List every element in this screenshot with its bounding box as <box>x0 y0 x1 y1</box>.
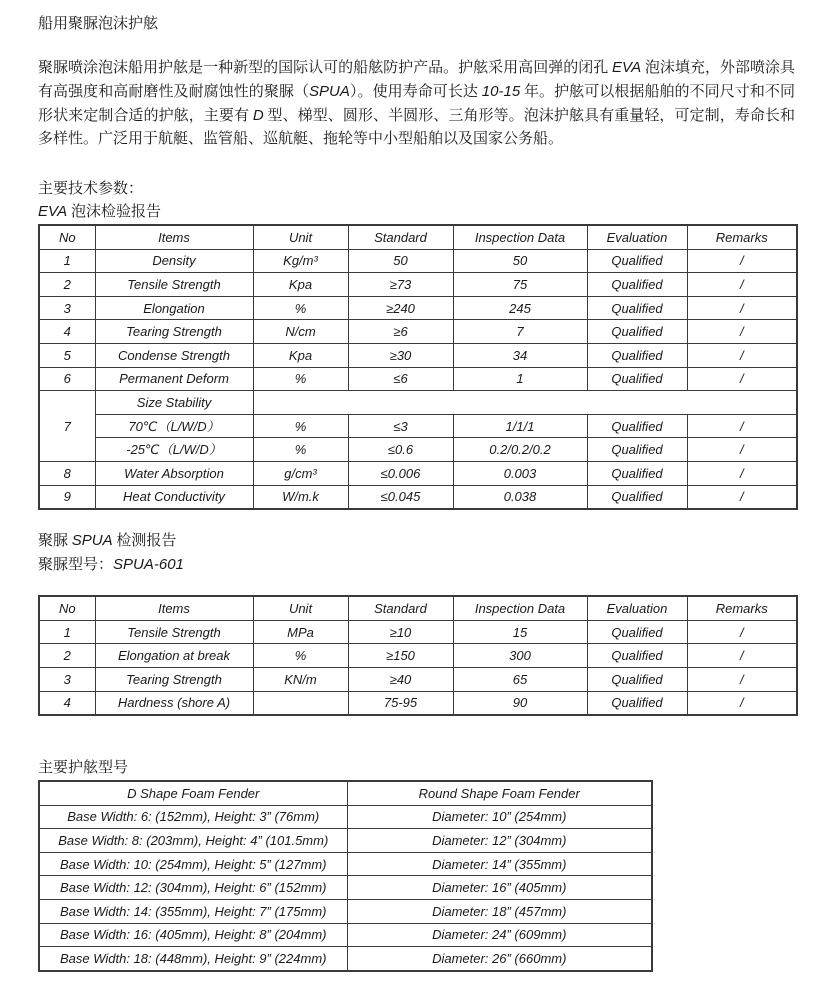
cjk-text-segment: ）。使用寿命可长达 <box>349 84 482 100</box>
table-cell <box>253 391 797 415</box>
table-cell: 300 <box>453 644 587 668</box>
table-cell: 1/1/1 <box>453 414 587 438</box>
table-cell: 0.038 <box>453 485 587 509</box>
table-cell: 3 <box>39 667 95 691</box>
table-cell: 9 <box>39 485 95 509</box>
table-cell: Water Absorption <box>95 461 253 485</box>
latin-text-segment: 10-15 <box>481 83 521 100</box>
table-row <box>39 923 652 947</box>
table-cell: Diameter: 10” (254mm) <box>347 805 652 829</box>
table-header-cell: Unit <box>253 225 348 249</box>
table-cell: Qualified <box>587 620 687 644</box>
table-row <box>39 852 652 876</box>
table-cell: 5 <box>39 343 95 367</box>
table-cell: / <box>687 438 797 462</box>
table-cell: Diameter: 18” (457mm) <box>347 900 652 924</box>
table-cell: Qualified <box>587 296 687 320</box>
table-row <box>39 249 797 273</box>
tech-params-heading: 主要技术参数： <box>38 181 144 197</box>
fender-models-table <box>38 780 653 972</box>
table-header-row <box>39 225 797 249</box>
table-cell: 90 <box>453 691 587 715</box>
table-cell: Qualified <box>587 691 687 715</box>
cjk-text-segment: 聚脲喷涂泡沫船用护舷是一种新型的国际认可的船舷防护产品。护舷采用高回弹的闭孔 <box>38 60 612 76</box>
table-cell: / <box>687 320 797 344</box>
table-cell: 70℃（L/W/D） <box>95 414 253 438</box>
table-cell: ≥73 <box>348 273 453 297</box>
table-cell: ≤6 <box>348 367 453 391</box>
table-row <box>39 391 797 415</box>
table-cell: Elongation <box>95 296 253 320</box>
table-header-row <box>39 596 797 620</box>
table-row <box>39 691 797 715</box>
table-cell: Kpa <box>253 273 348 297</box>
table-cell: 15 <box>453 620 587 644</box>
table-cell: % <box>253 296 348 320</box>
table-cell: / <box>687 667 797 691</box>
table-cell: 2 <box>39 273 95 297</box>
table-cell: Qualified <box>587 644 687 668</box>
table-cell: 0.2/0.2/0.2 <box>453 438 587 462</box>
table-cell: Base Width: 16: (405mm), Height: 8” (204mm) <box>39 923 347 947</box>
table-header-cell: No <box>39 596 95 620</box>
table-cell: Heat Conductivity <box>95 485 253 509</box>
table-cell: Diameter: 14” (355mm) <box>347 852 652 876</box>
table-cell: 1 <box>453 367 587 391</box>
table-row <box>39 414 797 438</box>
table-header-cell: Round Shape Foam Fender <box>347 781 652 805</box>
table-cell: ≤0.006 <box>348 461 453 485</box>
table-row <box>39 644 797 668</box>
table-header-cell: Inspection Data <box>453 596 587 620</box>
table-cell: Condense Strength <box>95 343 253 367</box>
table-cell: ≤3 <box>348 414 453 438</box>
table-cell: % <box>253 414 348 438</box>
table-header-cell: Remarks <box>687 596 797 620</box>
eva-foam-report-table <box>38 224 798 510</box>
table-header-cell: No <box>39 225 95 249</box>
cjk-text-segment: 聚脲 <box>38 533 72 550</box>
cjk-text-segment: 泡沫填充，外部喷涂具有高强度和高耐磨性及耐腐蚀性的聚脲（ <box>38 60 795 100</box>
table-cell: -25℃（L/W/D） <box>95 438 253 462</box>
table-cell: Permanent Deform <box>95 367 253 391</box>
table-cell: Diameter: 26” (660mm) <box>347 947 652 971</box>
table-cell: 4 <box>39 320 95 344</box>
table-cell: Tearing Strength <box>95 320 253 344</box>
table-cell: % <box>253 644 348 668</box>
table-row <box>39 876 652 900</box>
table-row <box>39 947 652 971</box>
table-cell: Base Width: 14: (355mm), Height: 7” (175mm) <box>39 900 347 924</box>
table-header-cell: Standard <box>348 596 453 620</box>
table-cell: 4 <box>39 691 95 715</box>
table-row <box>39 805 652 829</box>
table-cell: W/m.k <box>253 485 348 509</box>
table-row <box>39 367 797 391</box>
table-cell: Diameter: 24” (609mm) <box>347 923 652 947</box>
latin-text-segment: SPUA-601 <box>113 556 184 574</box>
table-cell: / <box>687 414 797 438</box>
cjk-text-segment: 型、梯型、圆形、半圆形、三角形等。泡沫护舷具有重量轻，可定制，寿命长和多样性。广泛用于航艇、监管船、巡航艇、拖轮等中小型船舶以及国家公务船。 <box>38 108 795 147</box>
table-cell: / <box>687 461 797 485</box>
table-cell: 245 <box>453 296 587 320</box>
table-cell: Elongation at break <box>95 644 253 668</box>
table-cell: 65 <box>453 667 587 691</box>
spua-report-table <box>38 595 798 716</box>
table-cell: ≤0.045 <box>348 485 453 509</box>
table-cell: 2 <box>39 644 95 668</box>
latin-text-segment: SPUA <box>71 532 113 550</box>
table-cell: ≥6 <box>348 320 453 344</box>
table-header-cell: Items <box>95 596 253 620</box>
table-cell: Qualified <box>587 667 687 691</box>
table-row <box>39 485 797 509</box>
table-header-cell: Standard <box>348 225 453 249</box>
table-cell: 7 <box>39 391 95 462</box>
table-row <box>39 900 652 924</box>
table-cell: Base Width: 6: (152mm), Height: 3” (76mm) <box>39 805 347 829</box>
table-row <box>39 296 797 320</box>
table-cell: Tearing Strength <box>95 667 253 691</box>
table-cell: Qualified <box>587 485 687 509</box>
table-header-row <box>39 781 652 805</box>
table-cell: Kg/m³ <box>253 249 348 273</box>
spua-model-line <box>38 555 795 575</box>
table-cell: Density <box>95 249 253 273</box>
table-row <box>39 273 797 297</box>
table-cell: g/cm³ <box>253 461 348 485</box>
table-cell: Base Width: 8: (203mm), Height: 4” (101.5mm) <box>39 829 347 853</box>
table-cell: Base Width: 12: (304mm), Height: 6” (152mm) <box>39 876 347 900</box>
table-cell: ≥40 <box>348 667 453 691</box>
table-cell: 75 <box>453 273 587 297</box>
table-cell: / <box>687 620 797 644</box>
table-cell: Diameter: 16” (405mm) <box>347 876 652 900</box>
table-cell: / <box>687 249 797 273</box>
table-cell: ≥10 <box>348 620 453 644</box>
table-row <box>39 829 652 853</box>
intro-paragraph <box>38 56 795 151</box>
table-cell: Base Width: 18: (448mm), Height: 9” (224mm) <box>39 947 347 971</box>
table-header-cell: Remarks <box>687 225 797 249</box>
table-cell: Base Width: 10: (254mm), Height: 5” (127mm) <box>39 852 347 876</box>
table-cell: ≤0.6 <box>348 438 453 462</box>
table-cell: Qualified <box>587 320 687 344</box>
table-cell: Qualified <box>587 461 687 485</box>
table-cell: Kpa <box>253 343 348 367</box>
table-cell: Tensile Strength <box>95 620 253 644</box>
table-cell: / <box>687 273 797 297</box>
table-cell: / <box>687 485 797 509</box>
table-cell: Qualified <box>587 438 687 462</box>
table-cell: / <box>687 343 797 367</box>
latin-text-segment: EVA <box>38 203 68 220</box>
table-cell: 0.003 <box>453 461 587 485</box>
table-cell: Hardness (shore A) <box>95 691 253 715</box>
table-cell: % <box>253 367 348 391</box>
table-cell: / <box>687 644 797 668</box>
table-row <box>39 667 797 691</box>
fender-models-heading: 主要护舷型号 <box>38 760 129 777</box>
table-cell: 3 <box>39 296 95 320</box>
cjk-text-segment: 泡沫检验报告 <box>67 204 161 220</box>
table-header-cell: Evaluation <box>587 225 687 249</box>
table-cell: 6 <box>39 367 95 391</box>
table-cell: 8 <box>39 461 95 485</box>
table-cell: Qualified <box>587 343 687 367</box>
table-cell: MPa <box>253 620 348 644</box>
table-header-cell: Evaluation <box>587 596 687 620</box>
table-cell: N/cm <box>253 320 348 344</box>
table-header-cell: Items <box>95 225 253 249</box>
table-header-cell: Unit <box>253 596 348 620</box>
eva-report-heading <box>38 202 795 222</box>
table-cell: 50 <box>348 249 453 273</box>
table-cell: Qualified <box>587 414 687 438</box>
table-cell: ≥30 <box>348 343 453 367</box>
table-cell: Qualified <box>587 249 687 273</box>
latin-text-segment: SPUA <box>309 83 350 100</box>
table-header-cell: Inspection Data <box>453 225 587 249</box>
table-cell: 75-95 <box>348 691 453 715</box>
table-cell: 50 <box>453 249 587 273</box>
table-cell: / <box>687 367 797 391</box>
spua-report-heading <box>38 531 795 551</box>
table-cell: ≥240 <box>348 296 453 320</box>
table-cell: Diameter: 12” (304mm) <box>347 829 652 853</box>
latin-text-segment: EVA <box>611 59 642 76</box>
table-row <box>39 461 797 485</box>
cjk-text-segment: 年。护舷可以根据船舶的不同尺寸和不同形状来定制合适的护舷，主要有 <box>38 84 795 124</box>
table-cell <box>253 691 348 715</box>
table-cell: Qualified <box>587 273 687 297</box>
table-row <box>39 320 797 344</box>
document-title: 船用聚脲泡沫护舷 <box>38 16 159 32</box>
table-cell: 34 <box>453 343 587 367</box>
table-cell: Size Stability <box>95 391 253 415</box>
cjk-text-segment: 聚脲型号： <box>38 557 114 574</box>
latin-text-segment: D <box>252 107 264 124</box>
table-cell: % <box>253 438 348 462</box>
table-cell: Qualified <box>587 367 687 391</box>
table-row <box>39 620 797 644</box>
table-cell: Tensile Strength <box>95 273 253 297</box>
table-row <box>39 343 797 367</box>
table-cell: / <box>687 691 797 715</box>
table-row <box>39 438 797 462</box>
table-header-cell: D Shape Foam Fender <box>39 781 347 805</box>
table-cell: 1 <box>39 620 95 644</box>
cjk-text-segment: 检测报告 <box>112 533 177 550</box>
table-cell: / <box>687 296 797 320</box>
table-cell: ≥150 <box>348 644 453 668</box>
table-cell: KN/m <box>253 667 348 691</box>
table-cell: 1 <box>39 249 95 273</box>
table-cell: 7 <box>453 320 587 344</box>
